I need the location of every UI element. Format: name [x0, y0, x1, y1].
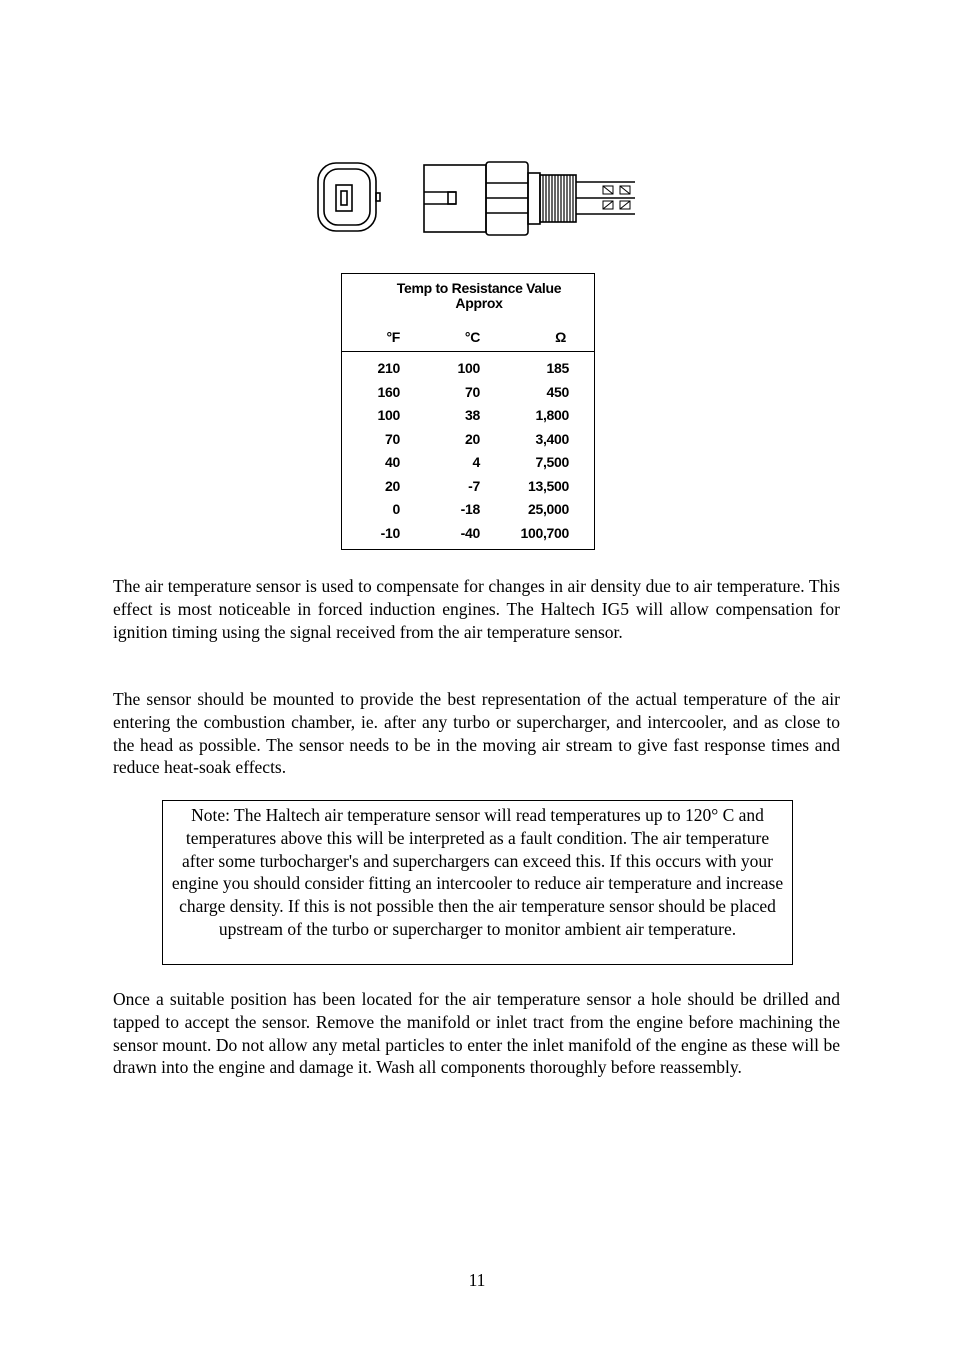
table-row [342, 431, 594, 454]
cell-fahrenheit: 100 [377, 407, 400, 423]
table-row [342, 454, 594, 477]
table-row [342, 384, 594, 407]
cell-celsius: 4 [472, 454, 480, 470]
cell-celsius: 20 [465, 430, 480, 447]
cell-ohms: 100,700 [520, 524, 569, 541]
header-divider [342, 351, 594, 352]
table-row [342, 360, 594, 383]
table-row [342, 478, 594, 501]
page-number: 11 [468, 1270, 486, 1290]
paragraph-sensor-mounting: The sensor should be mounted to provide the best representation of the actual temperature of the air entering the combustion chamber, ie. after any turbo or supercharger, and intercooler, and as close to the head as possible. The sensor needs to be in the moving air stream to give fast response times and reduce heat-soak effects. [113, 689, 840, 778]
air-temp-sensor-drawing [310, 155, 650, 240]
cell-fahrenheit: 210 [377, 360, 400, 376]
cell-celsius: -7 [468, 477, 480, 494]
table-row [342, 501, 594, 524]
table-subtitle: Approx [455, 295, 503, 311]
cell-celsius: -18 [460, 501, 480, 517]
table-title: Temp to Resistance Value [396, 280, 562, 296]
cell-fahrenheit: 160 [377, 383, 400, 400]
cell-ohms: 3,400 [535, 430, 569, 447]
cell-ohms: 450 [546, 383, 569, 400]
cell-fahrenheit: -10 [380, 524, 400, 541]
header-fahrenheit: °F [386, 329, 400, 345]
cell-ohms: 1,800 [535, 407, 569, 423]
header-celsius: °C [464, 329, 480, 345]
paragraph-sensor-purpose: The air temperature sensor is used to compensate for changes in air density due to air temperature. This effect is most noticeable in forced induction engines. The Haltech IG5 will allow compensation for ignition timing using the signal received from the air temperature sensor. [113, 576, 840, 642]
cell-celsius: 70 [465, 383, 480, 400]
resistance-table [341, 273, 595, 550]
cell-ohms: 25,000 [527, 501, 569, 517]
table-row [342, 525, 594, 548]
cell-ohms: 7,500 [535, 454, 569, 470]
cell-fahrenheit: 40 [385, 454, 400, 470]
cell-celsius: 38 [465, 407, 480, 423]
cell-fahrenheit: 70 [385, 430, 400, 447]
note-box: Note: The Haltech air temperature sensor will read temperatures up to 120° C and temperatures above this will be interpreted as a fault condition. The air temperature after some turbocharger's and superchargers can exceed this. If this occurs with your engine you should consider fitting an intercooler to reduce air temperature and increase charge density. If this is not possible then the air temperature sensor should be placed upstream of the turbo or supercharger to monitor ambient air temperature. [162, 800, 793, 965]
cell-ohms: 13,500 [527, 477, 569, 494]
table-row [342, 407, 594, 430]
cell-fahrenheit: 0 [392, 501, 400, 517]
cell-celsius: 100 [457, 360, 480, 376]
header-ohms: Ω [555, 329, 566, 345]
cell-ohms: 185 [546, 360, 569, 376]
cell-fahrenheit: 20 [385, 477, 400, 494]
cell-celsius: -40 [460, 524, 480, 541]
paragraph-installation: Once a suitable position has been located for the air temperature sensor a hole should be drilled and tapped to accept the sensor. Remove the manifold or inlet tract from the engine before machining the sensor mount. Do not allow any metal particles to enter the inlet manifold of the engine as these will be drawn into the engine and damage it. Wash all components thoroughly before reassembly. [113, 989, 840, 1078]
